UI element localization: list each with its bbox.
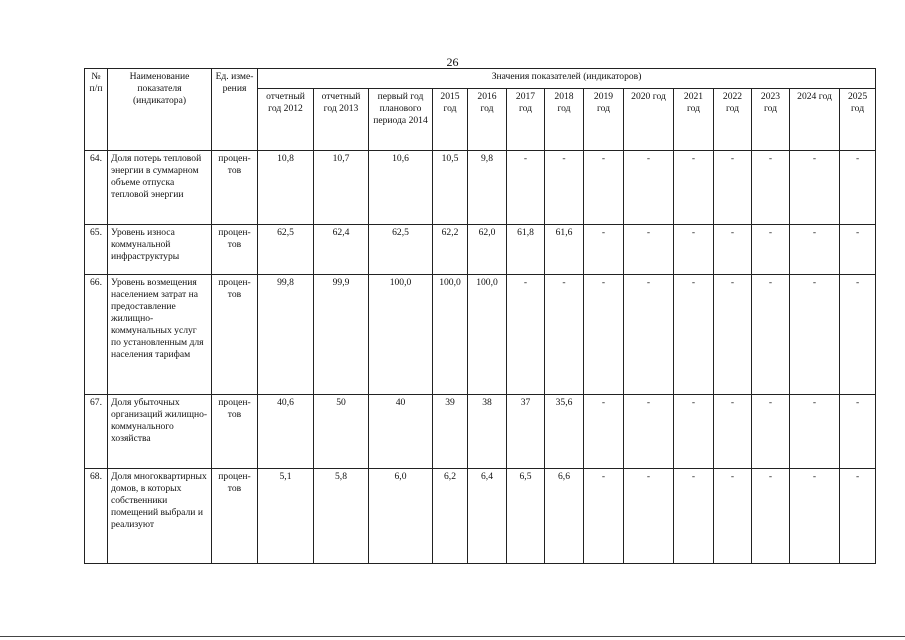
- row-value: -: [624, 225, 674, 275]
- row-value: -: [584, 151, 624, 225]
- header-period: 2025 год: [840, 89, 876, 151]
- row-value: -: [790, 151, 840, 225]
- indicators-table: [84, 68, 876, 564]
- row-value: 37: [507, 395, 545, 469]
- row-value: 62,2: [433, 225, 468, 275]
- header-period: 2023 год: [752, 89, 790, 151]
- row-unit: процен-тов: [212, 151, 258, 225]
- row-value: 6,4: [468, 469, 507, 564]
- row-value: -: [545, 151, 584, 225]
- header-num: № п/п: [85, 69, 108, 151]
- row-value: -: [584, 275, 624, 395]
- row-value: -: [714, 469, 752, 564]
- row-name: Доля потерь тепловой энергии в суммарном объеме отпуска тепловой энергии: [108, 151, 212, 225]
- row-value: -: [790, 395, 840, 469]
- table-row: [85, 151, 876, 225]
- row-name: Доля многоквартирных домов, в которых собственники помещений выбрали и реализуют: [108, 469, 212, 564]
- header-period: 2016 год: [468, 89, 507, 151]
- row-value: 61,8: [507, 225, 545, 275]
- header-period: 2019 год: [584, 89, 624, 151]
- row-value: 6,2: [433, 469, 468, 564]
- row-value: 38: [468, 395, 507, 469]
- row-value: 6,0: [369, 469, 433, 564]
- table-row: [85, 225, 876, 275]
- row-value: -: [752, 395, 790, 469]
- row-value: -: [507, 151, 545, 225]
- row-num: 67.: [85, 395, 108, 469]
- table-row: [85, 469, 876, 564]
- row-value: 40,6: [258, 395, 314, 469]
- row-num: 65.: [85, 225, 108, 275]
- header-period: 2015 год: [433, 89, 468, 151]
- header-period: 2020 год: [624, 89, 674, 151]
- row-value: -: [752, 275, 790, 395]
- row-value: 100,0: [433, 275, 468, 395]
- row-value: 99,9: [314, 275, 369, 395]
- bottom-rule: [0, 636, 905, 637]
- row-value: -: [584, 225, 624, 275]
- row-value: -: [674, 275, 714, 395]
- table-row: [85, 395, 876, 469]
- row-value: -: [674, 225, 714, 275]
- row-value: 5,1: [258, 469, 314, 564]
- row-value: -: [584, 395, 624, 469]
- row-value: 100,0: [468, 275, 507, 395]
- page-number: 26: [446, 55, 459, 69]
- header-period: 2021 год: [674, 89, 714, 151]
- row-value: -: [790, 275, 840, 395]
- row-value: 50: [314, 395, 369, 469]
- row-value: 62,4: [314, 225, 369, 275]
- row-value: 35,6: [545, 395, 584, 469]
- header-name: Наименование показателя (индикатора): [108, 69, 212, 151]
- row-value: 10,6: [369, 151, 433, 225]
- row-value: -: [545, 275, 584, 395]
- row-value: -: [752, 151, 790, 225]
- row-value: -: [714, 225, 752, 275]
- header-period: первый год планового периода 2014: [369, 89, 433, 151]
- row-num: 66.: [85, 275, 108, 395]
- row-value: -: [752, 225, 790, 275]
- row-unit: процен-тов: [212, 469, 258, 564]
- row-value: 62,5: [369, 225, 433, 275]
- row-value: 10,5: [433, 151, 468, 225]
- row-value: -: [790, 469, 840, 564]
- row-value: 100,0: [369, 275, 433, 395]
- row-value: 62,0: [468, 225, 507, 275]
- header-period: отчетный год 2013: [314, 89, 369, 151]
- row-value: -: [752, 469, 790, 564]
- header-period: 2024 год: [790, 89, 840, 151]
- row-value: -: [674, 469, 714, 564]
- row-value: 39: [433, 395, 468, 469]
- row-value: -: [714, 275, 752, 395]
- row-name: Уровень возмещения населением затрат на предоставление жилищно-коммунальных услуг по установленным для населения тарифам: [108, 275, 212, 395]
- header-period: 2017 год: [507, 89, 545, 151]
- row-value: -: [840, 225, 876, 275]
- row-value: 6,5: [507, 469, 545, 564]
- row-unit: процен-тов: [212, 275, 258, 395]
- row-value: -: [840, 469, 876, 564]
- row-value: -: [714, 395, 752, 469]
- row-value: 62,5: [258, 225, 314, 275]
- row-value: -: [674, 151, 714, 225]
- header-period: 2018 год: [545, 89, 584, 151]
- row-value: 10,7: [314, 151, 369, 225]
- header-values-group: Значения показателей (индикаторов): [258, 69, 876, 89]
- row-value: -: [624, 151, 674, 225]
- row-value: -: [840, 395, 876, 469]
- row-num: 64.: [85, 151, 108, 225]
- row-name: Уровень износа коммунальной инфраструктуры: [108, 225, 212, 275]
- row-value: -: [674, 395, 714, 469]
- row-num: 68.: [85, 469, 108, 564]
- row-value: 61,6: [545, 225, 584, 275]
- header-period: 2022 год: [714, 89, 752, 151]
- row-value: -: [624, 469, 674, 564]
- header-period: отчетный год 2012: [258, 89, 314, 151]
- row-value: -: [624, 275, 674, 395]
- row-value: -: [507, 275, 545, 395]
- table-row: [85, 275, 876, 395]
- row-value: -: [714, 151, 752, 225]
- row-value: 40: [369, 395, 433, 469]
- row-value: 10,8: [258, 151, 314, 225]
- row-value: -: [790, 225, 840, 275]
- header-unit: Ед. изме-рения: [212, 69, 258, 151]
- row-value: -: [840, 275, 876, 395]
- row-name: Доля убыточных организаций жилищно-коммунального хозяйства: [108, 395, 212, 469]
- row-value: -: [624, 395, 674, 469]
- row-value: 5,8: [314, 469, 369, 564]
- row-unit: процен-тов: [212, 225, 258, 275]
- row-value: 9,8: [468, 151, 507, 225]
- row-value: -: [840, 151, 876, 225]
- row-value: 6,6: [545, 469, 584, 564]
- row-value: -: [584, 469, 624, 564]
- row-unit: процен-тов: [212, 395, 258, 469]
- row-value: 99,8: [258, 275, 314, 395]
